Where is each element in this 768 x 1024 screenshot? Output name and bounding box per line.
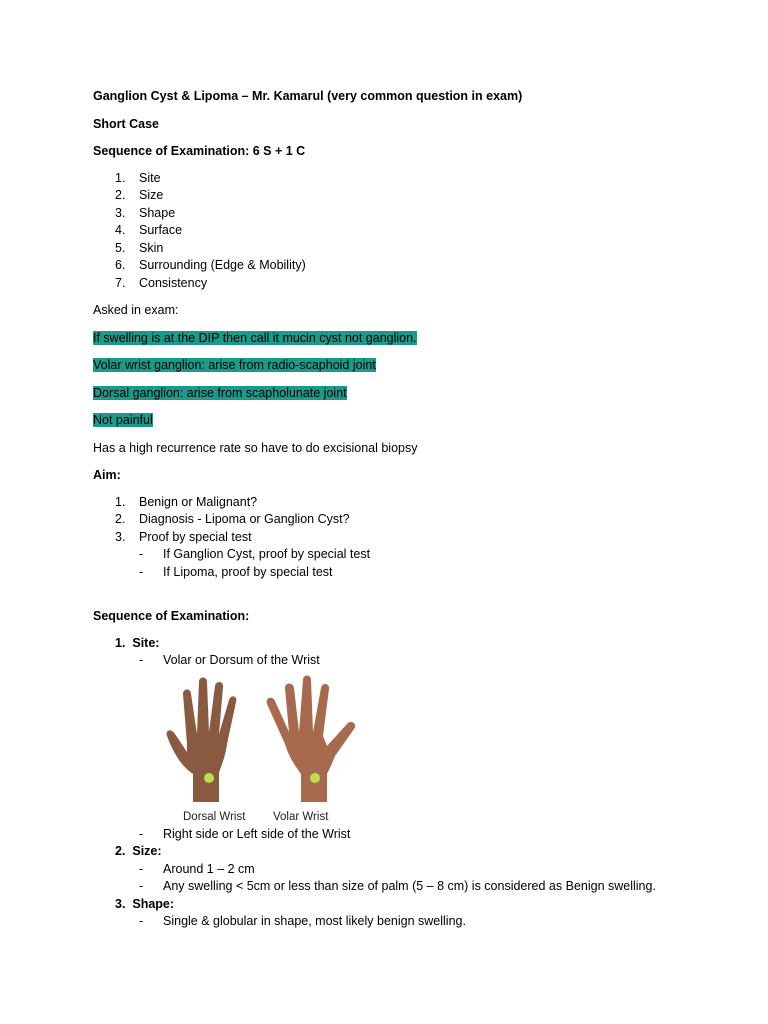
shape-subitem: - Single & globular in shape, most likely benign swelling.	[139, 914, 466, 928]
site-heading: 1. Site:	[115, 635, 160, 650]
aim-heading: Aim:	[93, 468, 121, 482]
size-subitem: - Around 1 – 2 cm	[139, 861, 255, 876]
site-subitem: - Volar or Dorsum of the Wrist	[139, 653, 320, 667]
site-subitem: - Right side or Left side of the Wrist	[139, 826, 351, 841]
volar-hand-icon	[267, 675, 356, 802]
volar-marker-icon	[310, 773, 320, 783]
list-item: 3. Proof by special test	[115, 529, 252, 544]
aim-subitem: - If Lipoma, proof by special test	[139, 564, 333, 579]
aim-list	[93, 494, 733, 547]
list-item: 3. Shape	[115, 205, 176, 220]
document-title: Ganglion Cyst & Lipoma – Mr. Kamarul (very common question in exam)	[93, 89, 523, 103]
list-item: 6. Surrounding (Edge & Mobility)	[115, 258, 306, 272]
hands-image	[163, 674, 363, 804]
list-item: 1. Benign or Malignant?	[115, 494, 258, 509]
sequence-heading-2: Sequence of Examination:	[93, 609, 250, 623]
list-item: 2. Diagnosis - Lipoma or Ganglion Cyst?	[115, 512, 350, 526]
document-page	[93, 88, 733, 931]
list-item: 5. Skin	[115, 240, 164, 255]
dorsal-marker-icon	[204, 773, 214, 783]
highlight-not-painful: Not painful	[93, 413, 153, 427]
shape-heading: 3. Shape:	[115, 896, 175, 911]
highlight-dorsal: Dorsal ganglion: arise from scapholunate joint	[93, 385, 347, 400]
short-case-heading: Short Case	[93, 116, 159, 131]
list-item: 4. Surface	[115, 223, 183, 237]
list-item: 2. Size	[115, 188, 164, 202]
asked-heading: Asked in exam:	[93, 303, 179, 317]
highlight-volar: Volar wrist ganglion: arise from radio-scaphoid joint	[93, 358, 376, 372]
figure-caption-dorsal: Dorsal Wrist	[183, 810, 246, 823]
list-item: 1. Site	[115, 170, 161, 185]
list-item: 7. Consistency	[115, 275, 208, 290]
aim-subitem: - If Ganglion Cyst, proof by special test	[139, 547, 371, 561]
size-heading: 2. Size:	[115, 844, 162, 858]
recurrence-note: Has a high recurrence rate so have to do excisional biopsy	[93, 440, 418, 455]
sequence-list	[93, 170, 733, 293]
highlight-dip: If swelling is at the DIP then call it mucin cyst not ganglion.	[93, 330, 417, 345]
wrist-figure	[163, 674, 363, 826]
figure-caption-volar: Volar Wrist	[273, 810, 329, 823]
size-subitem: - Any swelling < 5cm or less than size of palm (5 – 8 cm) is considered as Benign swelling.	[139, 879, 656, 893]
dorsal-hand-icon	[167, 677, 237, 802]
sequence-heading: Sequence of Examination: 6 S + 1 C	[93, 144, 306, 158]
